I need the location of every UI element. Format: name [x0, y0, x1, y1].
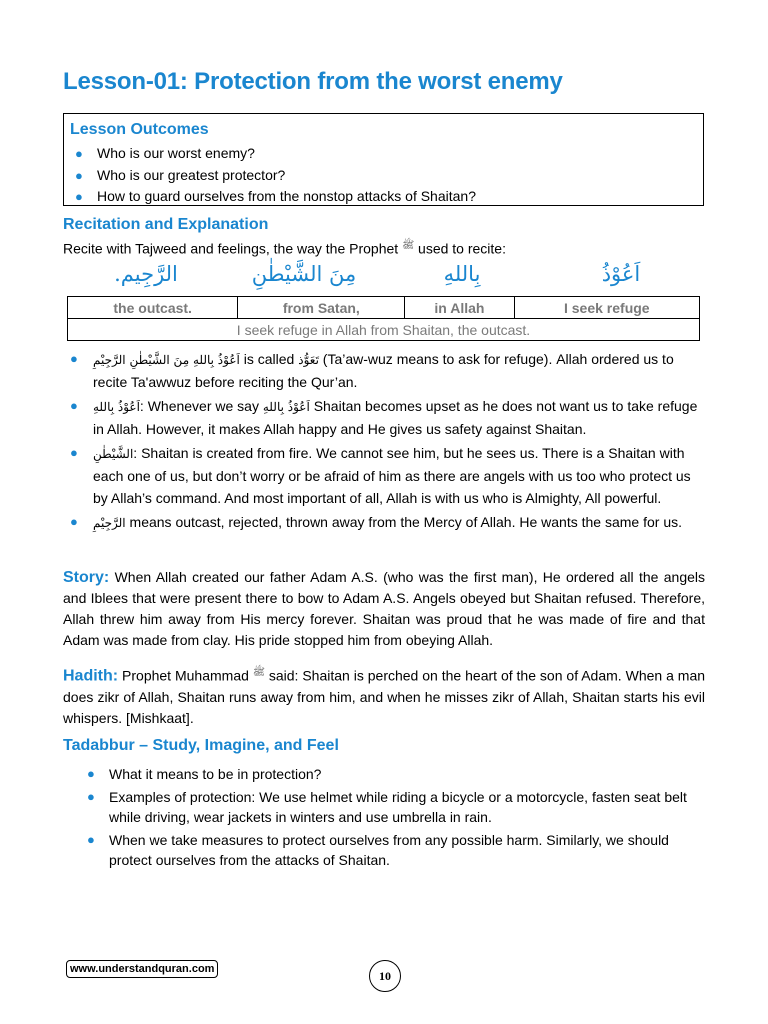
list-item: ● الرَّجِيْمِ means outcast, rejected, thrown away from the Mercy of Allah. He wants the same for us.	[63, 511, 706, 534]
footer-website-link[interactable]: www.understandquran.com	[66, 960, 218, 978]
arabic-inline: الرَّجِيْمِ	[93, 516, 126, 530]
bullet-icon: ●	[70, 398, 78, 413]
list-item: ● الشَّيْطٰنِ: Shaitan is created from fire. We cannot see him, but he sees us. There is a Shaitan with each one of us, but don’t worry or be afraid of him as there are angels with us too who protect us by Allah’s command. And most important of all, Allah is with us who is Almighty, All powerful.	[63, 442, 706, 509]
arabic-inline: تَعَوُّذ	[298, 353, 319, 367]
translation-cell: the outcast.	[68, 297, 238, 319]
pbuh-symbol: ﷺ	[402, 240, 415, 251]
outcomes-heading: Lesson Outcomes	[70, 121, 209, 138]
hadith-label: Hadith:	[63, 667, 119, 685]
page-number: 10	[369, 960, 401, 992]
bullet-icon: ●	[70, 445, 78, 460]
arabic-word: مِنَ الشَّيْطٰنِ	[251, 262, 357, 286]
table-row	[68, 319, 700, 341]
list-item: ● When we take measures to protect ourselves from any possible harm. Similarly, we should protect ourselves from the attacks of Shaitan.	[87, 832, 669, 868]
arabic-inline: اَعُوْذُ بِاللهِ مِنَ الشَّيْطٰنِ الرَّجِيْمِ	[93, 353, 240, 367]
recitation-heading: Recitation and Explanation	[63, 216, 269, 233]
list-item: ● How to guard ourselves from the nonstop attacks of Shaitan?	[64, 186, 476, 208]
bullet-icon: ●	[87, 789, 95, 804]
list-item: ● What it means to be in protection?	[87, 766, 322, 782]
translation-cell: I seek refuge	[514, 297, 699, 319]
bullet-icon: ●	[75, 189, 83, 204]
page-title: Lesson-01: Protection from the worst enemy	[63, 68, 563, 95]
bullet-icon: ●	[75, 167, 83, 183]
table-row	[68, 297, 700, 319]
full-translation-cell: I seek refuge in Allah from Shaitan, the outcast.	[68, 319, 700, 341]
translation-table	[67, 296, 700, 341]
outcomes-list	[64, 143, 476, 208]
bullet-icon: ●	[75, 146, 83, 161]
arabic-inline: الشَّيْطٰنِ	[93, 447, 134, 461]
arabic-verse	[67, 262, 700, 294]
arabic-word: الرَّجِيم.	[114, 262, 178, 286]
list-item: ● Who is our greatest protector?	[64, 165, 476, 187]
pbuh-symbol: ﷺ	[252, 667, 265, 678]
tadabbur-list	[63, 764, 706, 873]
tadabbur-heading: Tadabbur – Study, Imagine, and Feel	[63, 737, 339, 754]
story-paragraph: Story: When Allah created our father Adam A.S. (who was the first man), He ordered all the angels and Iblees that were present there to bow to Adam A.S. Angels obeyed but Shaitan refused. Therefore, Allah threw him away from His mercy forever. Shaitan was proud that he was made of fire and that Adam was made from clay. His pride stopped him from obeying Allah.	[63, 569, 706, 648]
translation-cell: from Satan,	[238, 297, 405, 319]
list-item: ● اَعُوْذُ بِاللهِ مِنَ الشَّيْطٰنِ الرَّجِيْمِ is called تَعَوُّذ (Ta’aw-wuz means to ask for refuge). Allah ordered us to recite Ta'awwuz before reciting the Qur’an.	[63, 348, 706, 393]
bullet-icon: ●	[87, 832, 95, 847]
arabic-inline: اَعُوْذُ بِاللهِ	[93, 400, 140, 414]
translation-cell: in Allah	[405, 297, 514, 319]
list-item: ● Examples of protection: We use helmet while riding a bicycle or a motorcycle, fasten seat belt while driving, wear jackets in winters and use umbrella in rain.	[87, 789, 687, 825]
explanation-list	[63, 348, 706, 536]
list-item: ● اَعُوْذُ بِاللهِ: Whenever we say اَعُوْذُ بِاللهِ Shaitan becomes upset as he does not want us to take refuge in Allah. However, it makes Allah happy and He gives us safety against Shaitan.	[63, 395, 706, 440]
arabic-word: بِاللهِ	[443, 262, 481, 286]
arabic-inline: اَعُوْذُ بِاللهِ	[262, 400, 310, 414]
bullet-icon: ●	[70, 351, 78, 366]
lesson-outcomes-box	[63, 113, 704, 206]
story-label: Story:	[63, 569, 110, 586]
hadith-paragraph: Hadith: Prophet Muhammad $^ﷺ$ said: Shaitan is perched on the heart of the son of Adam. When a man does zikr of Allah, Shaitan runs away from him, and when he misses zikr of Allah, Shaitan starts his evil whispers. [Mishkaat].	[63, 667, 706, 726]
recitation-intro: Recite with Tajweed and feelings, the way the Prophet $^ﷺ$ used to recite:	[63, 240, 506, 257]
list-item: ● Who is our worst enemy?	[64, 143, 476, 165]
arabic-word: اَعُوْذُ	[601, 262, 641, 286]
bullet-icon: ●	[87, 766, 95, 781]
bullet-icon: ●	[70, 514, 78, 529]
